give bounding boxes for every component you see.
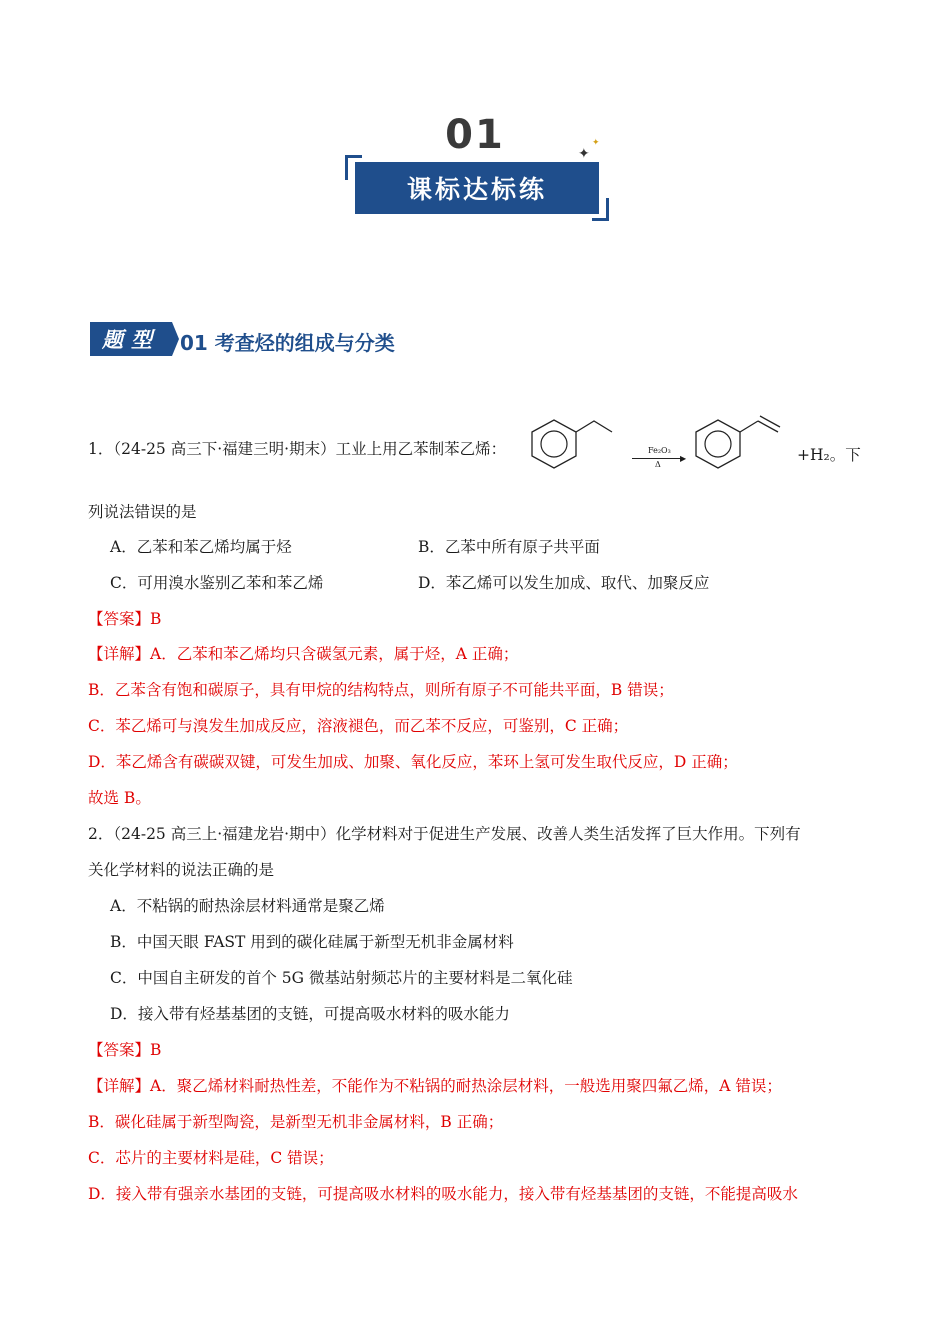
q1-option-b: B．乙苯中所有原子共平面 (418, 538, 600, 556)
q1-analysis-line: B．乙苯含有饱和碳原子，具有甲烷的结构特点，则所有原子不可能共平面，B 错误； (88, 681, 674, 699)
q2-analysis-line: D．接入带有强亲水基团的支链，可提高吸水材料的吸水能力，接入带有烃基基团的支链，不能提高吸水 (88, 1185, 798, 1203)
reagent-label: Fe₂O₃ (648, 446, 671, 455)
section-tag: 题型 (90, 322, 172, 356)
q2-option-d: D．接入带有烃基基团的支链，可提高吸水材料的吸水能力 (110, 1005, 510, 1023)
banner-bracket-right (592, 198, 609, 221)
sparkle-icon: ✦ (578, 146, 590, 162)
q2-analysis-line: 【详解】A．聚乙烯材料耐热性差，不能作为不粘锅的耐热涂层材料，一般选用聚四氟乙烯，A 错误； (88, 1077, 782, 1095)
q2-analysis-line: B．碳化硅属于新型陶瓷，是新型无机非金属材料，B 正确； (88, 1113, 504, 1131)
q1-analysis-line: D．苯乙烯含有碳碳双键，可发生加成、加聚、氧化反应，苯环上氢可发生取代反应，D 正确； (88, 753, 738, 771)
banner-title: 课标达标练 (355, 162, 599, 214)
q1-analysis-line: 故选 B。 (88, 789, 151, 807)
sparkle-small-icon: ✦ (592, 138, 600, 148)
q1-analysis-line: 【详解】A．乙苯和苯乙烯均只含碳氢元素，属于烃，A 正确； (88, 645, 519, 663)
reaction-arrow: Fe₂O₃ ▶ Δ (628, 446, 688, 472)
q1-option-a: A．乙苯和苯乙烯均属于烃 (110, 538, 292, 556)
chapter-number: 01 (445, 112, 505, 158)
q1-analysis-line: C．苯乙烯可与溴发生加成反应，溶液褪色，而乙苯不反应，可鉴别，C 正确； (88, 717, 629, 735)
styrene-structure (688, 412, 798, 472)
q1-option-c: C．可用溴水鉴别乙苯和苯乙烯 (110, 574, 324, 592)
q2-option-c: C．中国自主研发的首个 5G 微基站射频芯片的主要材料是二氧化硅 (110, 969, 573, 987)
q1-stem-cont: 列说法错误的是 (88, 503, 197, 521)
q2-option-b: B．中国天眼 FAST 用到的碳化硅属于新型无机非金属材料 (110, 933, 514, 951)
section-title: 01 考查烃的组成与分类 (180, 331, 395, 355)
ethylbenzene-structure (524, 412, 620, 472)
q1-product-tail: +H₂。下 (797, 446, 861, 464)
q2-stem-cont: 关化学材料的说法正确的是 (88, 861, 275, 879)
q1-stem: 1．（24-25 高三下·福建三明·期末）工业上用乙苯制苯乙烯： (88, 440, 507, 458)
q1-option-d: D．苯乙烯可以发生加成、取代、加聚反应 (418, 574, 710, 592)
q2-option-a: A．不粘锅的耐热涂层材料通常是聚乙烯 (110, 897, 385, 915)
q2-answer: 【答案】B (88, 1041, 162, 1059)
q2-stem: 2．（24-25 高三上·福建龙岩·期中）化学材料对于促进生产发展、改善人类生活发挥了巨大作用。下列有 (88, 825, 801, 843)
condition-label: Δ (655, 460, 661, 469)
q1-answer: 【答案】B (88, 610, 162, 628)
q2-analysis-line: C．芯片的主要材料是硅，C 错误； (88, 1149, 334, 1167)
